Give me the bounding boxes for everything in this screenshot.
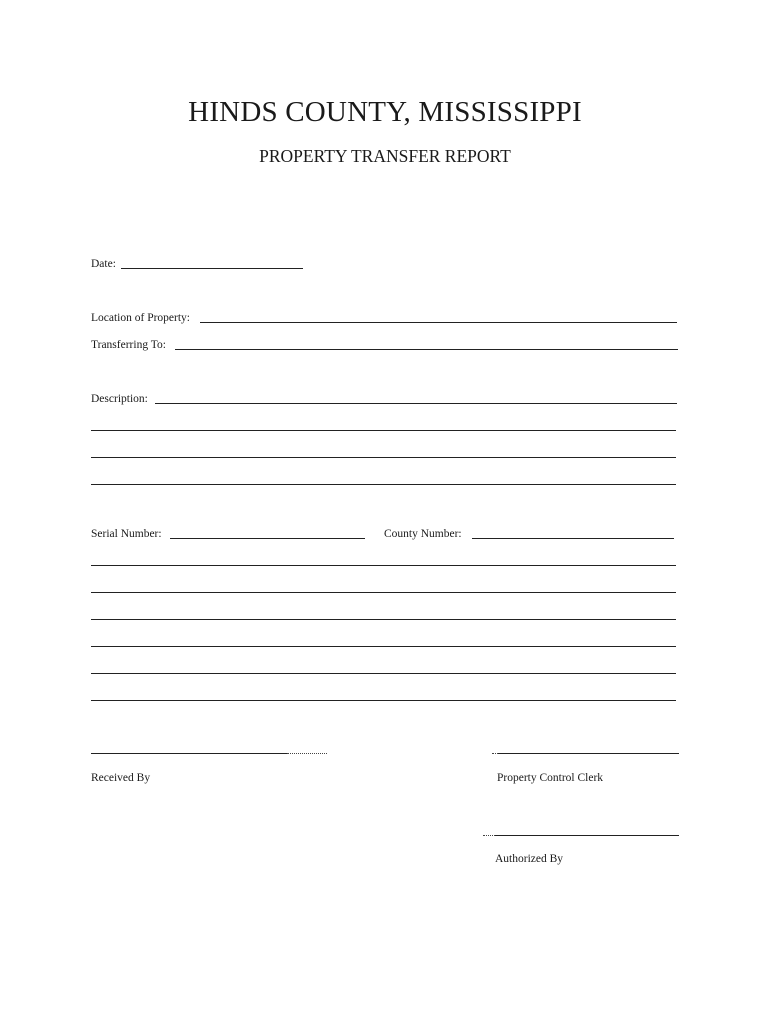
county-number-field-line[interactable]: [472, 538, 674, 539]
received-by-dotted-extension: [287, 753, 327, 754]
location-field-line[interactable]: [200, 322, 677, 323]
description-label: Description:: [91, 393, 148, 405]
blank-line[interactable]: [91, 673, 676, 674]
transferring-field-line[interactable]: [175, 349, 678, 350]
date-label: Date:: [91, 258, 116, 270]
blank-line[interactable]: [91, 565, 676, 566]
description-extra-line[interactable]: [91, 457, 676, 458]
report-title: PROPERTY TRANSFER REPORT: [259, 146, 511, 166]
date-field-line[interactable]: [121, 268, 303, 269]
property-control-clerk-signature-line[interactable]: [498, 753, 679, 754]
received-by-signature-line[interactable]: [91, 753, 287, 754]
blank-line[interactable]: [91, 619, 676, 620]
blank-line[interactable]: [91, 700, 676, 701]
transferring-label: Transferring To:: [91, 339, 166, 351]
county-number-label: County Number:: [384, 528, 462, 540]
authorized-dotted-lead: [483, 835, 495, 836]
description-extra-line[interactable]: [91, 484, 676, 485]
blank-line[interactable]: [91, 592, 676, 593]
property-control-clerk-label: Property Control Clerk: [497, 772, 604, 784]
received-by-label: Received By: [91, 772, 151, 784]
description-field-line[interactable]: [155, 403, 677, 404]
blank-line[interactable]: [91, 646, 676, 647]
county-title: HINDS COUNTY, MISSISSIPPI: [188, 96, 582, 128]
serial-number-label: Serial Number:: [91, 528, 162, 540]
description-extra-line[interactable]: [91, 430, 676, 431]
authorized-by-signature-line[interactable]: [495, 835, 679, 836]
serial-number-field-line[interactable]: [170, 538, 365, 539]
location-label: Location of Property:: [91, 312, 191, 324]
authorized-by-label: Authorized By: [495, 853, 564, 865]
